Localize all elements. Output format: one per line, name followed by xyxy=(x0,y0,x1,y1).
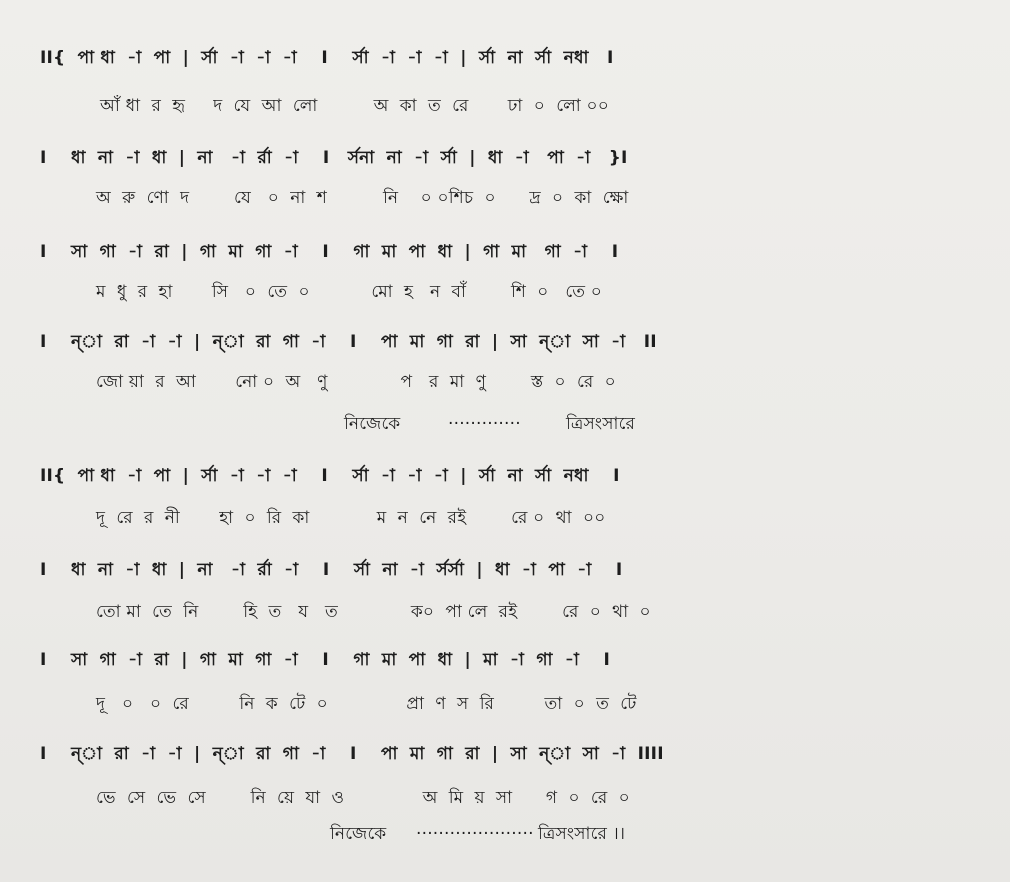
section-1-line-2-notes: I ধা না -া ধা | না -া র্রা -া I র্সনা না -া র্সা | ধা -া পা -া }I xyxy=(40,148,628,168)
section-2-line-3-notes: I সা গা -া রা | গা মা গা -া I গা মা পা ধা | মা -া গা -া I xyxy=(40,650,611,670)
section-1-line-2-lyrics: অ রু ণো দ যে ০ না শ নি ০ ০শিচ ০ দ্র ০ কা ক্ষো xyxy=(96,188,629,208)
section-2-line-2-notes: I ধা না -া ধা | না -া র্রা -া I র্সা না -া র্সর্সা | ধা -া পা -া I xyxy=(40,560,623,580)
section-1-line-3-notes: I সা গা -া রা | গা মা গা -া I গা মা পা ধা | গা মা গা -া I xyxy=(40,242,619,262)
section-2-bridge-dots: ····················· xyxy=(416,824,534,844)
section-2-line-2-lyrics: তো মা তে নি হি ত য ত ক০ পা লে রই রে ০ থা ০ xyxy=(96,602,651,622)
section-2-line-4-notes: I ন্া রা -া -া | ন্া রা গা -া I পা মা গা রা | সা ন্া সা -া IIII xyxy=(40,744,664,764)
section-2-line-1-lyrics: দূ রে র নী হা ০ রি কা ম ন নে রই রে ০ থা ০০ xyxy=(96,508,606,528)
section-2-bridge-left: নিজেকে xyxy=(330,824,387,844)
section-1-line-4-lyrics: জো য়া র আ নো ০ অ ণু প র মা ণু স্ত ০ রে ০ xyxy=(96,372,616,392)
section-1-bridge-dots: ············· xyxy=(448,414,521,434)
section-1-line-3-lyrics: ম ধু র হা সি ০ তে ০ মো হ ন বাঁ শি ০ তে ০ xyxy=(96,282,603,302)
section-2-line-3-lyrics: দূ ০ ০ রে নি ক টে ০ প্রা ণ স রি তা ০ ত টে xyxy=(96,694,637,714)
section-2-bridge-right: ত্রিসংসারে ।। xyxy=(538,824,626,844)
section-1-bridge-right: ত্রিসংসারে xyxy=(566,414,636,434)
section-2-line-4-lyrics: ভে সে ভে সে নি য়ে যা ও অ মি য় সা গ ০ রে ০ xyxy=(96,788,630,808)
section-2-line-1-notes: II{ পা ধা -া পা | র্সা -া -া -া I র্সা -া -া -া | র্সা না র্সা নধা I xyxy=(40,466,620,486)
section-1-line-1-lyrics: আঁ ধা র হৃ দ যে আ লো অ কা ত রে ঢা ০ লো ০০ xyxy=(100,96,610,116)
section-1-line-4-notes: I ন্া রা -া -া | ন্া রা গা -া I পা মা গা রা | সা ন্া সা -া II xyxy=(40,332,657,352)
section-1-line-1-notes: II{ পা ধা -া পা | র্সা -া -া -া I র্সা -া -া -া | র্সা না র্সা নধা I xyxy=(40,48,614,68)
section-1-bridge-left: নিজেকে xyxy=(344,414,401,434)
